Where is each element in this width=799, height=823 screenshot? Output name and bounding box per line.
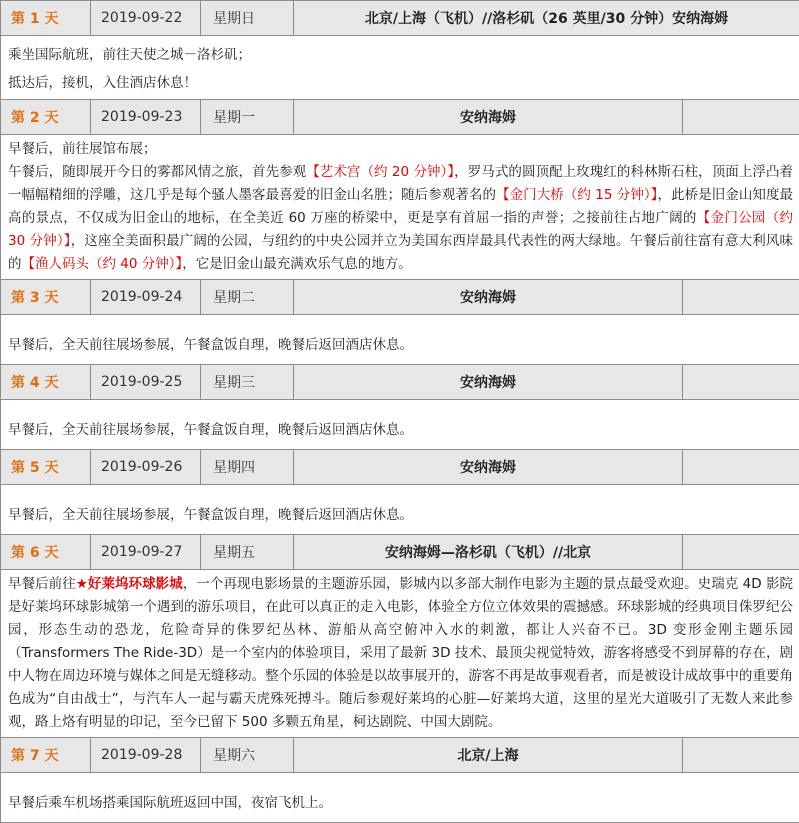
blank-cell bbox=[683, 738, 799, 773]
details-paragraph: 早餐后，全天前往展场参展，午餐盒饭自理，晚餐后返回酒店休息。 bbox=[8, 419, 793, 442]
date: 2019-09-28 bbox=[91, 738, 201, 773]
text-span: ，罗马式的圆顶配上玫瑰红的科林斯石柱，顶面上浮凸着一幅幅精细的浮雕，这几乎是每个骚人墨客最喜爱的旧金山名胜；随后参观著名的 bbox=[8, 164, 793, 203]
text-span: 午餐后，随即展开今日的雾都风情之旅，首先参观 bbox=[8, 164, 306, 180]
day-details bbox=[1, 570, 799, 738]
details-paragraph: 早餐后，前往展馆布展； bbox=[8, 138, 793, 161]
blank-cell bbox=[683, 535, 799, 570]
text-span: ，此桥是旧金山知度最高的景点，不仅成为旧金山的地标，在全美近 60 万座的桥梁中，更是享有首屈一指的声誉；之接前往占地广阔的 bbox=[8, 187, 793, 226]
route: 安纳海姆 bbox=[294, 365, 683, 400]
weekday: 星期四 bbox=[201, 450, 294, 485]
day-details-row bbox=[1, 400, 799, 450]
weekday: 星期二 bbox=[201, 280, 294, 315]
details-paragraph: 早餐后，全天前往展场参展，午餐盒饭自理，晚餐后返回酒店休息。 bbox=[8, 504, 793, 527]
details-paragraph: 早餐后乘车机场搭乘国际航班返回中国，夜宿飞机上。 bbox=[8, 792, 793, 815]
weekday: 星期日 bbox=[201, 1, 294, 36]
day-label: 第 5 天 bbox=[1, 450, 91, 485]
route: 安纳海姆 bbox=[294, 450, 683, 485]
day-label: 第 4 天 bbox=[1, 365, 91, 400]
details-paragraph: 早餐后，全天前往展场参展，午餐盒饭自理，晚餐后返回酒店休息。 bbox=[8, 334, 793, 357]
day-header-row bbox=[1, 100, 799, 135]
details-paragraph: 乘坐国际航班，前往天使之城－洛杉矶； bbox=[8, 44, 793, 67]
weekday: 星期六 bbox=[201, 738, 294, 773]
weekday: 星期五 bbox=[201, 535, 294, 570]
route: 北京/上海（飞机）//洛杉矶（26 英里/30 分钟）安纳海姆 bbox=[294, 1, 799, 36]
blank-cell bbox=[683, 450, 799, 485]
route: 安纳海姆—洛杉矶（飞机）//北京 bbox=[294, 535, 683, 570]
date: 2019-09-25 bbox=[91, 365, 201, 400]
day-header-row bbox=[1, 738, 799, 773]
date: 2019-09-23 bbox=[91, 100, 201, 135]
day-details bbox=[1, 36, 799, 100]
details-paragraph: 抵达后，接机，入住酒店休息！ bbox=[8, 72, 793, 95]
attraction-highlight: 【金门大桥（约 15 分钟）】 bbox=[496, 187, 658, 203]
day-details bbox=[1, 773, 799, 823]
weekday: 星期一 bbox=[201, 100, 294, 135]
text-span: 早餐后前往 bbox=[8, 576, 76, 592]
weekday: 星期三 bbox=[201, 365, 294, 400]
date: 2019-09-27 bbox=[91, 535, 201, 570]
day-details bbox=[1, 400, 799, 450]
day-header-row bbox=[1, 280, 799, 315]
date: 2019-09-26 bbox=[91, 450, 201, 485]
day-header-row bbox=[1, 535, 799, 570]
attraction-highlight: 【渔人码头（约 40 分钟）】 bbox=[22, 256, 183, 272]
day-details-row bbox=[1, 315, 799, 365]
attraction-highlight: 好莱坞环球影城 bbox=[88, 576, 183, 592]
day-details-row bbox=[1, 36, 799, 100]
text-span: ，这座全美面积最广阔的公园，与纽约的中央公园并立为美国东西岸最具代表性的两大绿地。午餐后前往富有意大利风味的 bbox=[8, 233, 793, 272]
details-paragraph bbox=[8, 161, 793, 276]
day-label: 第 3 天 bbox=[1, 280, 91, 315]
details-paragraph bbox=[8, 573, 793, 734]
route: 安纳海姆 bbox=[294, 280, 683, 315]
day-details bbox=[1, 485, 799, 535]
day-header-row bbox=[1, 365, 799, 400]
day-details bbox=[1, 135, 799, 280]
day-header-row bbox=[1, 450, 799, 485]
date: 2019-09-24 bbox=[91, 280, 201, 315]
day-label: 第 7 天 bbox=[1, 738, 91, 773]
day-details bbox=[1, 315, 799, 365]
route: 安纳海姆 bbox=[294, 100, 683, 135]
day-label: 第 6 天 bbox=[1, 535, 91, 570]
route: 北京/上海 bbox=[294, 738, 683, 773]
day-details-row bbox=[1, 485, 799, 535]
star-icon: ★ bbox=[76, 576, 88, 592]
blank-cell bbox=[683, 365, 799, 400]
day-details-row bbox=[1, 773, 799, 823]
day-label: 第 1 天 bbox=[1, 1, 91, 36]
blank-cell bbox=[683, 280, 799, 315]
day-header-row bbox=[1, 1, 799, 36]
blank-cell bbox=[683, 100, 799, 135]
day-details-row bbox=[1, 135, 799, 280]
date: 2019-09-22 bbox=[91, 1, 201, 36]
day-details-row bbox=[1, 570, 799, 738]
attraction-highlight: 【艺术宫（约 20 分钟）】 bbox=[306, 164, 454, 180]
text-span: ，它是旧金山最充满欢乐气息的地方。 bbox=[182, 256, 412, 272]
attraction-highlight: 【金门公园（约 30 分钟）】 bbox=[8, 210, 793, 249]
day-label: 第 2 天 bbox=[1, 100, 91, 135]
text-span: ，一个再现电影场景的主题游乐园，影城内以多部大制作电影为主题的景点最受欢迎。史瑞克 4D 影院是好莱坞环球影城第一个遇到的游乐项目，在此可以真正的走入电影，体验全方位立体效果的震撼感。环球影城的经典项目侏罗纪公园，形态生动的恐龙，危险奇异的侏罗纪丛林、游船从高空俯冲入水的刺激，都让人兴奋不已。3D 变形金刚主题乐园（Transformers The Ride-3D）是一个室内的体验项目，采用了最新 3D 技术、最顶尖视觉特效，游客将感受不到屏幕的存在，剧中人物在周边环境与媒体之间是无缝移动。整个乐园的体验是以故事展开的，游客不再是故事观看者，而是被设计成故事中的重要角色成为“自由战士”，与汽车人一起与霸天虎殊死搏斗。随后参观好莱坞的心脏—好莱坞大道，这里的星光大道吸引了无数人来此参观，路上烙有明显的印记，至今已留下 500 多颗五角星，柯达剧院、中国大剧院。 bbox=[8, 576, 793, 730]
